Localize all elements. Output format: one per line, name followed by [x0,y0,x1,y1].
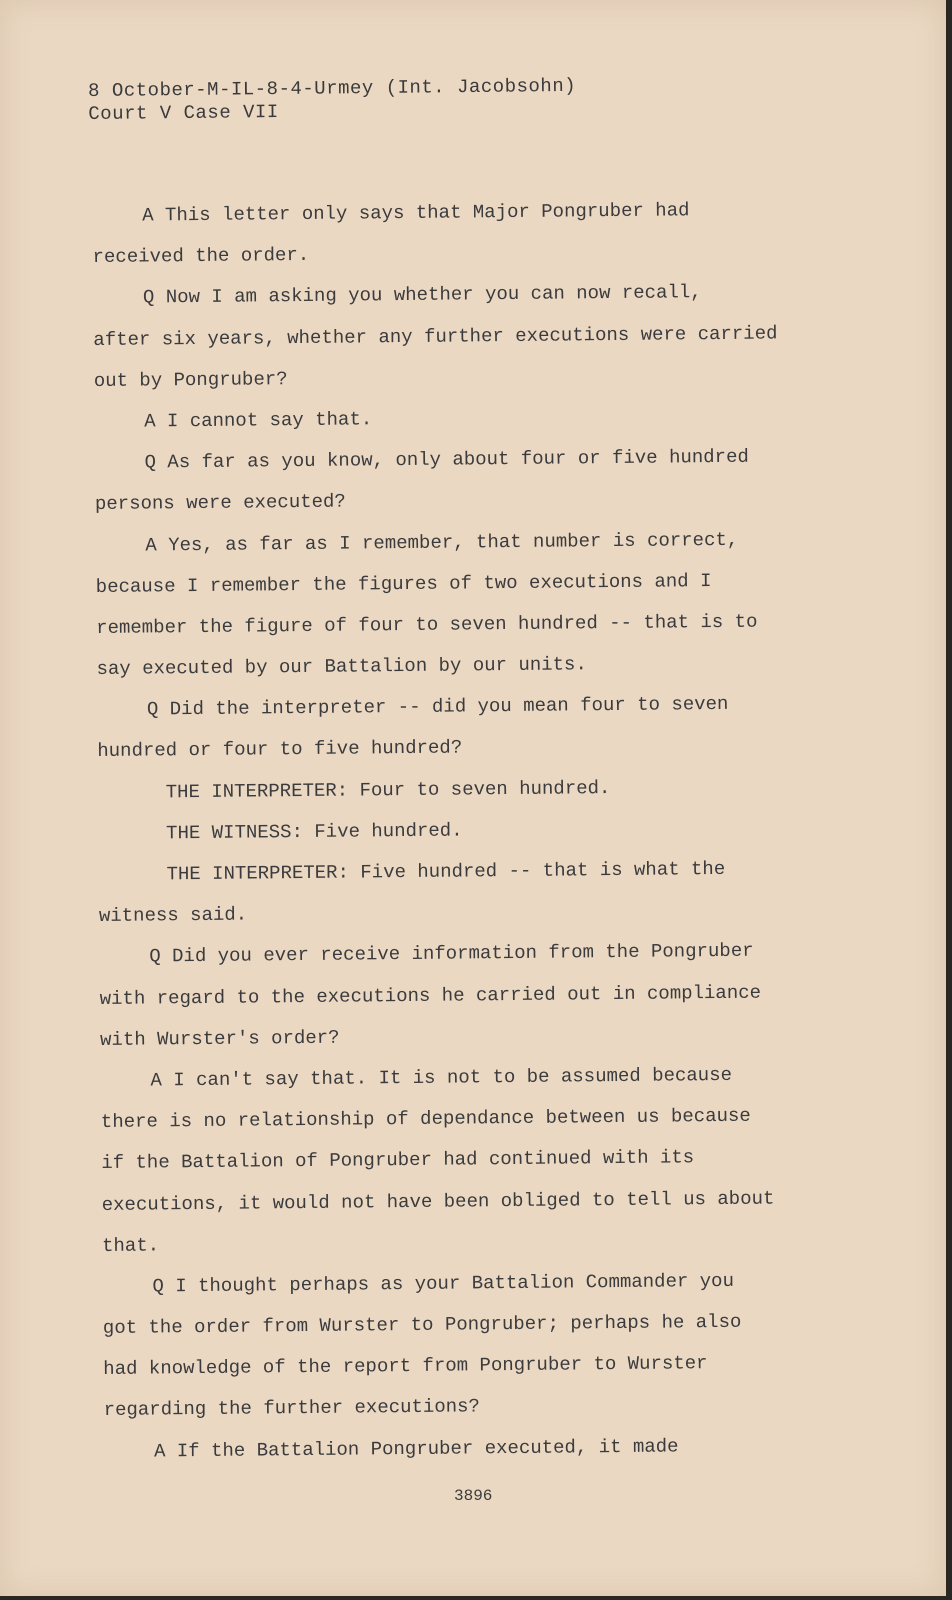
transcript-line: THE WITNESS: Five hundred. [166,819,463,845]
transcript-line: persons were executed? [94,490,346,516]
document-header [88,75,576,126]
transcript-line: Q I thought perhaps as your Battalion Commander you [152,1269,735,1298]
transcript-line: with regard to the executions he carried out in compliance [99,981,762,1010]
transcript-line: out by Pongruber? [93,367,288,392]
page-number: 3896 [454,1487,493,1505]
header-court-line: Court V Case VII [88,101,279,125]
transcript-line: received the order. [92,244,310,269]
transcript-line: because I remember the figures of two executions and I [95,569,712,598]
transcript-line: with Wurster's order? [99,1026,340,1051]
transcript-line: had knowledge of the report from Pongruber to Wurster [103,1352,708,1381]
transcript-line: got the order from Wurster to Pongruber; perhaps he also [102,1310,742,1340]
transcript-line: hundred or four to five hundred? [97,736,463,763]
transcript-line: Q Did the interpreter -- did you mean four to seven [146,693,729,721]
transcript-line: if the Battalion of Pongruber had continued with its [101,1146,695,1175]
transcript-line: say executed by our Battalion by our units. [96,653,587,681]
header-session-line: 8 October-M-IL-8-4-Urmey (Int. Jacobsohn) [88,74,577,102]
transcript-line: there is no relationship of dependance between us because [100,1104,751,1134]
transcript-line: after six years, whether any further executions were carried [93,321,778,351]
transcript-line: A I can't say that. It is not to be assumed because [150,1063,733,1092]
transcript-line: remember the figure of four to seven hundred -- that is to [96,610,758,639]
transcript-line: regarding the further executions? [103,1395,481,1422]
transcript-line: THE INTERPRETER: Five hundred -- that is what the [166,857,726,886]
transcript-line: Q Did you ever receive information from the Pongruber [149,940,754,968]
transcript-line: Q As far as you know, only about four or five hundred [144,445,749,474]
transcript-line: executions, it would not have been obliged to tell us about [101,1186,775,1216]
transcript-line: witness said. [98,903,248,928]
transcript-line: A If the Battalion Pongruber executed, it made [153,1435,679,1463]
transcript-line: A I cannot say that. [144,408,373,433]
transcript-line: A This letter only says that Major Pongruber had [142,199,690,227]
transcript-line: THE INTERPRETER: Four to seven hundred. [165,776,611,803]
transcript-line: Q Now I am asking you whether you can now recall, [142,281,702,309]
transcript-body [92,189,864,1473]
transcript-line: that. [101,1234,160,1257]
transcript-line: A Yes, as far as I remember, that number is correct, [145,528,739,557]
